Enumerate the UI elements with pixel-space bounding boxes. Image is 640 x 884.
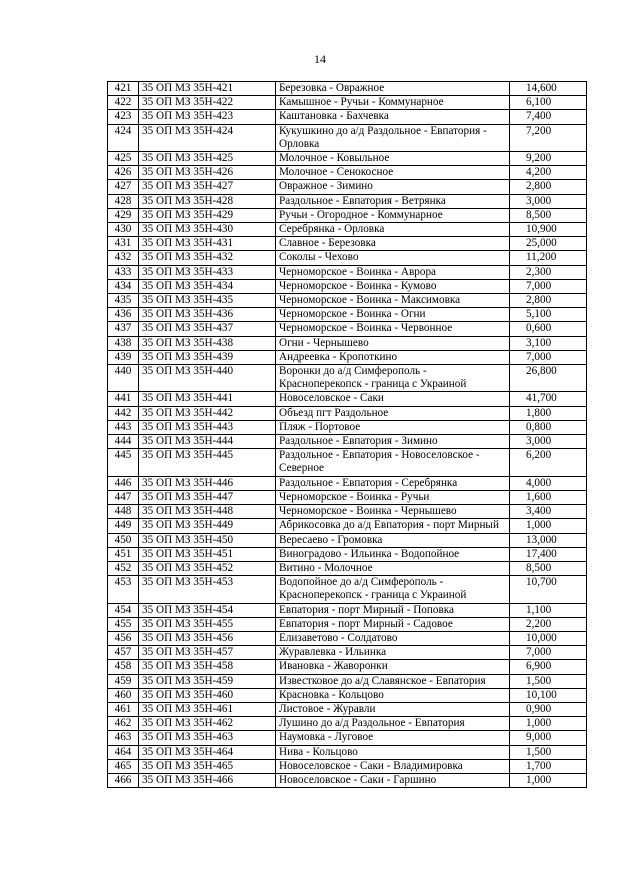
page-number: 14 <box>314 52 326 66</box>
road-name: Камышное - Ручьи - Коммунарное <box>276 96 510 110</box>
road-name: Раздольное - Евпатория - Ветрянка <box>276 194 510 208</box>
road-name: Соколы - Чехово <box>276 251 510 265</box>
row-number: 446 <box>108 476 139 490</box>
road-name: Евпатория - порт Мирный - Садовое <box>276 617 510 631</box>
road-length: 5,100 <box>510 308 587 322</box>
road-code: 35 ОП МЗ 35Н-447 <box>139 490 276 504</box>
road-name: Молочное - Ковыльное <box>276 152 510 166</box>
table-row <box>108 406 587 420</box>
row-number: 453 <box>108 576 139 603</box>
row-number: 425 <box>108 152 139 166</box>
road-name: Евпатория - порт Мирный - Поповка <box>276 603 510 617</box>
road-length: 41,700 <box>510 392 587 406</box>
table-row <box>108 731 587 745</box>
road-length: 0,800 <box>510 420 587 434</box>
row-number: 431 <box>108 237 139 251</box>
row-number: 441 <box>108 392 139 406</box>
road-length: 10,700 <box>510 576 587 603</box>
road-name: Каштановка - Бахчевка <box>276 110 510 124</box>
road-name: Наумовка - Луговое <box>276 731 510 745</box>
road-name: Новоселовское - Саки - Владимировка <box>276 759 510 773</box>
road-name: Новоселовское - Саки - Гаршино <box>276 773 510 787</box>
road-code: 35 ОП МЗ 35Н-460 <box>139 688 276 702</box>
road-code: 35 ОП МЗ 35Н-443 <box>139 420 276 434</box>
road-code: 35 ОП МЗ 35Н-450 <box>139 533 276 547</box>
road-length: 0,900 <box>510 702 587 716</box>
road-length: 7,000 <box>510 350 587 364</box>
road-code: 35 ОП МЗ 35Н-461 <box>139 702 276 716</box>
road-code: 35 ОП МЗ 35Н-452 <box>139 561 276 575</box>
road-code: 35 ОП МЗ 35Н-442 <box>139 406 276 420</box>
table-row <box>108 533 587 547</box>
table-row <box>108 336 587 350</box>
road-length: 1,500 <box>510 745 587 759</box>
row-number: 444 <box>108 435 139 449</box>
road-name: Черноморское - Воинка - Огни <box>276 308 510 322</box>
road-length: 2,300 <box>510 265 587 279</box>
row-number: 464 <box>108 745 139 759</box>
road-code: 35 ОП МЗ 35Н-436 <box>139 308 276 322</box>
road-length: 3,100 <box>510 336 587 350</box>
road-code: 35 ОП МЗ 35Н-448 <box>139 505 276 519</box>
road-length: 1,000 <box>510 519 587 533</box>
table-row <box>108 124 587 151</box>
row-number: 440 <box>108 365 139 392</box>
row-number: 452 <box>108 561 139 575</box>
road-code: 35 ОП МЗ 35Н-459 <box>139 674 276 688</box>
road-name: Андреевка - Кропоткино <box>276 350 510 364</box>
road-name: Раздольное - Евпатория - Новоселовское - Северное <box>276 449 510 476</box>
road-length: 1,100 <box>510 603 587 617</box>
table-row <box>108 265 587 279</box>
road-length: 11,200 <box>510 251 587 265</box>
road-length: 3,000 <box>510 194 587 208</box>
road-name: Ивановка - Жаворонки <box>276 660 510 674</box>
road-length: 7,400 <box>510 110 587 124</box>
table-row <box>108 392 587 406</box>
road-name: Черноморское - Воинка - Кумово <box>276 279 510 293</box>
row-number: 427 <box>108 180 139 194</box>
road-length: 1,700 <box>510 759 587 773</box>
road-code: 35 ОП МЗ 35Н-428 <box>139 194 276 208</box>
road-code: 35 ОП МЗ 35Н-424 <box>139 124 276 151</box>
road-length: 3,000 <box>510 435 587 449</box>
road-length: 6,200 <box>510 449 587 476</box>
row-number: 459 <box>108 674 139 688</box>
table-row <box>108 745 587 759</box>
road-length: 6,900 <box>510 660 587 674</box>
road-length: 8,500 <box>510 561 587 575</box>
table-row <box>108 759 587 773</box>
row-number: 442 <box>108 406 139 420</box>
road-length: 9,200 <box>510 152 587 166</box>
road-name: Славное - Березовка <box>276 237 510 251</box>
table-row <box>108 674 587 688</box>
road-code: 35 ОП МЗ 35Н-440 <box>139 365 276 392</box>
table-row <box>108 110 587 124</box>
road-code: 35 ОП МЗ 35Н-431 <box>139 237 276 251</box>
row-number: 463 <box>108 731 139 745</box>
table-row <box>108 476 587 490</box>
table-row <box>108 631 587 645</box>
road-code: 35 ОП МЗ 35Н-446 <box>139 476 276 490</box>
road-name: Виноградово - Ильинка - Водопойное <box>276 547 510 561</box>
road-length: 7,000 <box>510 279 587 293</box>
row-number: 436 <box>108 308 139 322</box>
row-number: 448 <box>108 505 139 519</box>
table-row <box>108 294 587 308</box>
row-number: 437 <box>108 322 139 336</box>
table-row <box>108 561 587 575</box>
row-number: 438 <box>108 336 139 350</box>
table-row <box>108 251 587 265</box>
roads-table <box>107 81 587 788</box>
road-name: Черноморское - Воинка - Аврора <box>276 265 510 279</box>
road-length: 10,900 <box>510 223 587 237</box>
table-row <box>108 96 587 110</box>
road-length: 14,600 <box>510 82 587 96</box>
table-row <box>108 365 587 392</box>
road-length: 25,000 <box>510 237 587 251</box>
road-length: 10,100 <box>510 688 587 702</box>
road-name: Раздольное - Евпатория - Серебрянка <box>276 476 510 490</box>
road-length: 7,000 <box>510 646 587 660</box>
row-number: 451 <box>108 547 139 561</box>
road-length: 3,400 <box>510 505 587 519</box>
row-number: 433 <box>108 265 139 279</box>
road-code: 35 ОП МЗ 35Н-445 <box>139 449 276 476</box>
table-row <box>108 82 587 96</box>
road-length: 26,800 <box>510 365 587 392</box>
road-code: 35 ОП МЗ 35Н-454 <box>139 603 276 617</box>
row-number: 460 <box>108 688 139 702</box>
road-code: 35 ОП МЗ 35Н-433 <box>139 265 276 279</box>
road-name: Новоселовское - Саки <box>276 392 510 406</box>
row-number: 423 <box>108 110 139 124</box>
road-length: 10,000 <box>510 631 587 645</box>
table-row <box>108 152 587 166</box>
road-code: 35 ОП МЗ 35Н-429 <box>139 208 276 222</box>
road-code: 35 ОП МЗ 35Н-466 <box>139 773 276 787</box>
row-number: 465 <box>108 759 139 773</box>
road-length: 1,800 <box>510 406 587 420</box>
road-name: Водопойное до а/д Симферополь - Красноперекопск - граница с Украиной <box>276 576 510 603</box>
table-row <box>108 322 587 336</box>
road-name: Елизаветово - Солдатово <box>276 631 510 645</box>
road-name: Ручьи - Огородное - Коммунарное <box>276 208 510 222</box>
road-code: 35 ОП МЗ 35Н-453 <box>139 576 276 603</box>
road-length: 4,200 <box>510 166 587 180</box>
road-code: 35 ОП МЗ 35Н-456 <box>139 631 276 645</box>
row-number: 435 <box>108 294 139 308</box>
road-name: Журавлевка - Ильинка <box>276 646 510 660</box>
row-number: 434 <box>108 279 139 293</box>
road-name: Черноморское - Воинка - Максимовка <box>276 294 510 308</box>
table-row <box>108 208 587 222</box>
road-length: 17,400 <box>510 547 587 561</box>
road-code: 35 ОП МЗ 35Н-464 <box>139 745 276 759</box>
table-row <box>108 449 587 476</box>
road-length: 1,000 <box>510 717 587 731</box>
row-number: 458 <box>108 660 139 674</box>
row-number: 428 <box>108 194 139 208</box>
road-length: 1,000 <box>510 773 587 787</box>
road-name: Известковое до а/д Славянское - Евпатория <box>276 674 510 688</box>
road-code: 35 ОП МЗ 35Н-435 <box>139 294 276 308</box>
road-code: 35 ОП МЗ 35Н-434 <box>139 279 276 293</box>
road-code: 35 ОП МЗ 35Н-422 <box>139 96 276 110</box>
road-length: 8,500 <box>510 208 587 222</box>
road-length: 1,500 <box>510 674 587 688</box>
table-row <box>108 646 587 660</box>
row-number: 466 <box>108 773 139 787</box>
row-number: 439 <box>108 350 139 364</box>
road-name: Черноморское - Воинка - Чернышево <box>276 505 510 519</box>
road-code: 35 ОП МЗ 35Н-449 <box>139 519 276 533</box>
road-code: 35 ОП МЗ 35Н-457 <box>139 646 276 660</box>
road-length: 6,100 <box>510 96 587 110</box>
road-length: 2,800 <box>510 180 587 194</box>
road-code: 35 ОП МЗ 35Н-437 <box>139 322 276 336</box>
table-row <box>108 505 587 519</box>
road-code: 35 ОП МЗ 35Н-441 <box>139 392 276 406</box>
road-code: 35 ОП МЗ 35Н-430 <box>139 223 276 237</box>
road-code: 35 ОП МЗ 35Н-438 <box>139 336 276 350</box>
table-row <box>108 717 587 731</box>
row-number: 454 <box>108 603 139 617</box>
road-name: Раздольное - Евпатория - Зимино <box>276 435 510 449</box>
row-number: 456 <box>108 631 139 645</box>
row-number: 445 <box>108 449 139 476</box>
table-row <box>108 180 587 194</box>
road-code: 35 ОП МЗ 35Н-455 <box>139 617 276 631</box>
road-name: Витино - Молочное <box>276 561 510 575</box>
row-number: 461 <box>108 702 139 716</box>
table-row <box>108 279 587 293</box>
road-length: 2,800 <box>510 294 587 308</box>
table-row <box>108 308 587 322</box>
road-name: Огни - Чернышево <box>276 336 510 350</box>
row-number: 429 <box>108 208 139 222</box>
road-code: 35 ОП МЗ 35Н-439 <box>139 350 276 364</box>
road-code: 35 ОП МЗ 35Н-425 <box>139 152 276 166</box>
road-name: Абрикосовка до а/д Евпатория - порт Мирный <box>276 519 510 533</box>
row-number: 426 <box>108 166 139 180</box>
road-code: 35 ОП МЗ 35Н-465 <box>139 759 276 773</box>
row-number: 457 <box>108 646 139 660</box>
table-row <box>108 576 587 603</box>
table-row <box>108 688 587 702</box>
road-code: 35 ОП МЗ 35Н-458 <box>139 660 276 674</box>
row-number: 450 <box>108 533 139 547</box>
road-code: 35 ОП МЗ 35Н-423 <box>139 110 276 124</box>
road-code: 35 ОП МЗ 35Н-426 <box>139 166 276 180</box>
road-name: Овражное - Зимино <box>276 180 510 194</box>
table-row <box>108 350 587 364</box>
table-row <box>108 194 587 208</box>
row-number: 421 <box>108 82 139 96</box>
row-number: 455 <box>108 617 139 631</box>
road-code: 35 ОП МЗ 35Н-462 <box>139 717 276 731</box>
road-name: Листовое - Журавли <box>276 702 510 716</box>
table-row <box>108 237 587 251</box>
table-row <box>108 420 587 434</box>
road-length: 7,200 <box>510 124 587 151</box>
road-code: 35 ОП МЗ 35Н-451 <box>139 547 276 561</box>
table-row <box>108 547 587 561</box>
road-code: 35 ОП МЗ 35Н-432 <box>139 251 276 265</box>
road-name: Нива - Кольцово <box>276 745 510 759</box>
road-name: Березовка - Овражное <box>276 82 510 96</box>
road-name: Красновка - Кольцово <box>276 688 510 702</box>
road-name: Воронки до а/д Симферополь - Красноперекопск - граница с Украиной <box>276 365 510 392</box>
table-row <box>108 166 587 180</box>
road-length: 2,200 <box>510 617 587 631</box>
table-row <box>108 603 587 617</box>
road-length: 13,000 <box>510 533 587 547</box>
row-number: 447 <box>108 490 139 504</box>
road-name: Серебрянка - Орловка <box>276 223 510 237</box>
table-row <box>108 660 587 674</box>
road-name: Черноморское - Воинка - Червонное <box>276 322 510 336</box>
row-number: 430 <box>108 223 139 237</box>
roads-table-body <box>108 82 587 788</box>
road-length: 9,000 <box>510 731 587 745</box>
road-name: Пляж - Портовое <box>276 420 510 434</box>
table-row <box>108 223 587 237</box>
table-row <box>108 773 587 787</box>
road-code: 35 ОП МЗ 35Н-463 <box>139 731 276 745</box>
table-row <box>108 702 587 716</box>
row-number: 449 <box>108 519 139 533</box>
row-number: 432 <box>108 251 139 265</box>
row-number: 422 <box>108 96 139 110</box>
road-name: Кукушкино до а/д Раздольное - Евпатория - Орловка <box>276 124 510 151</box>
table-row <box>108 617 587 631</box>
row-number: 462 <box>108 717 139 731</box>
road-name: Объезд пгт Раздольное <box>276 406 510 420</box>
table-row <box>108 490 587 504</box>
row-number: 443 <box>108 420 139 434</box>
table-row <box>108 435 587 449</box>
road-code: 35 ОП МЗ 35Н-444 <box>139 435 276 449</box>
road-name: Молочное - Сенокосное <box>276 166 510 180</box>
road-name: Лушино до а/д Раздольное - Евпатория <box>276 717 510 731</box>
table-row <box>108 519 587 533</box>
road-length: 1,600 <box>510 490 587 504</box>
road-code: 35 ОП МЗ 35Н-427 <box>139 180 276 194</box>
road-name: Вересаево - Громовка <box>276 533 510 547</box>
road-code: 35 ОП МЗ 35Н-421 <box>139 82 276 96</box>
row-number: 424 <box>108 124 139 151</box>
road-length: 0,600 <box>510 322 587 336</box>
road-length: 4,000 <box>510 476 587 490</box>
road-name: Черноморское - Воинка - Ручьи <box>276 490 510 504</box>
